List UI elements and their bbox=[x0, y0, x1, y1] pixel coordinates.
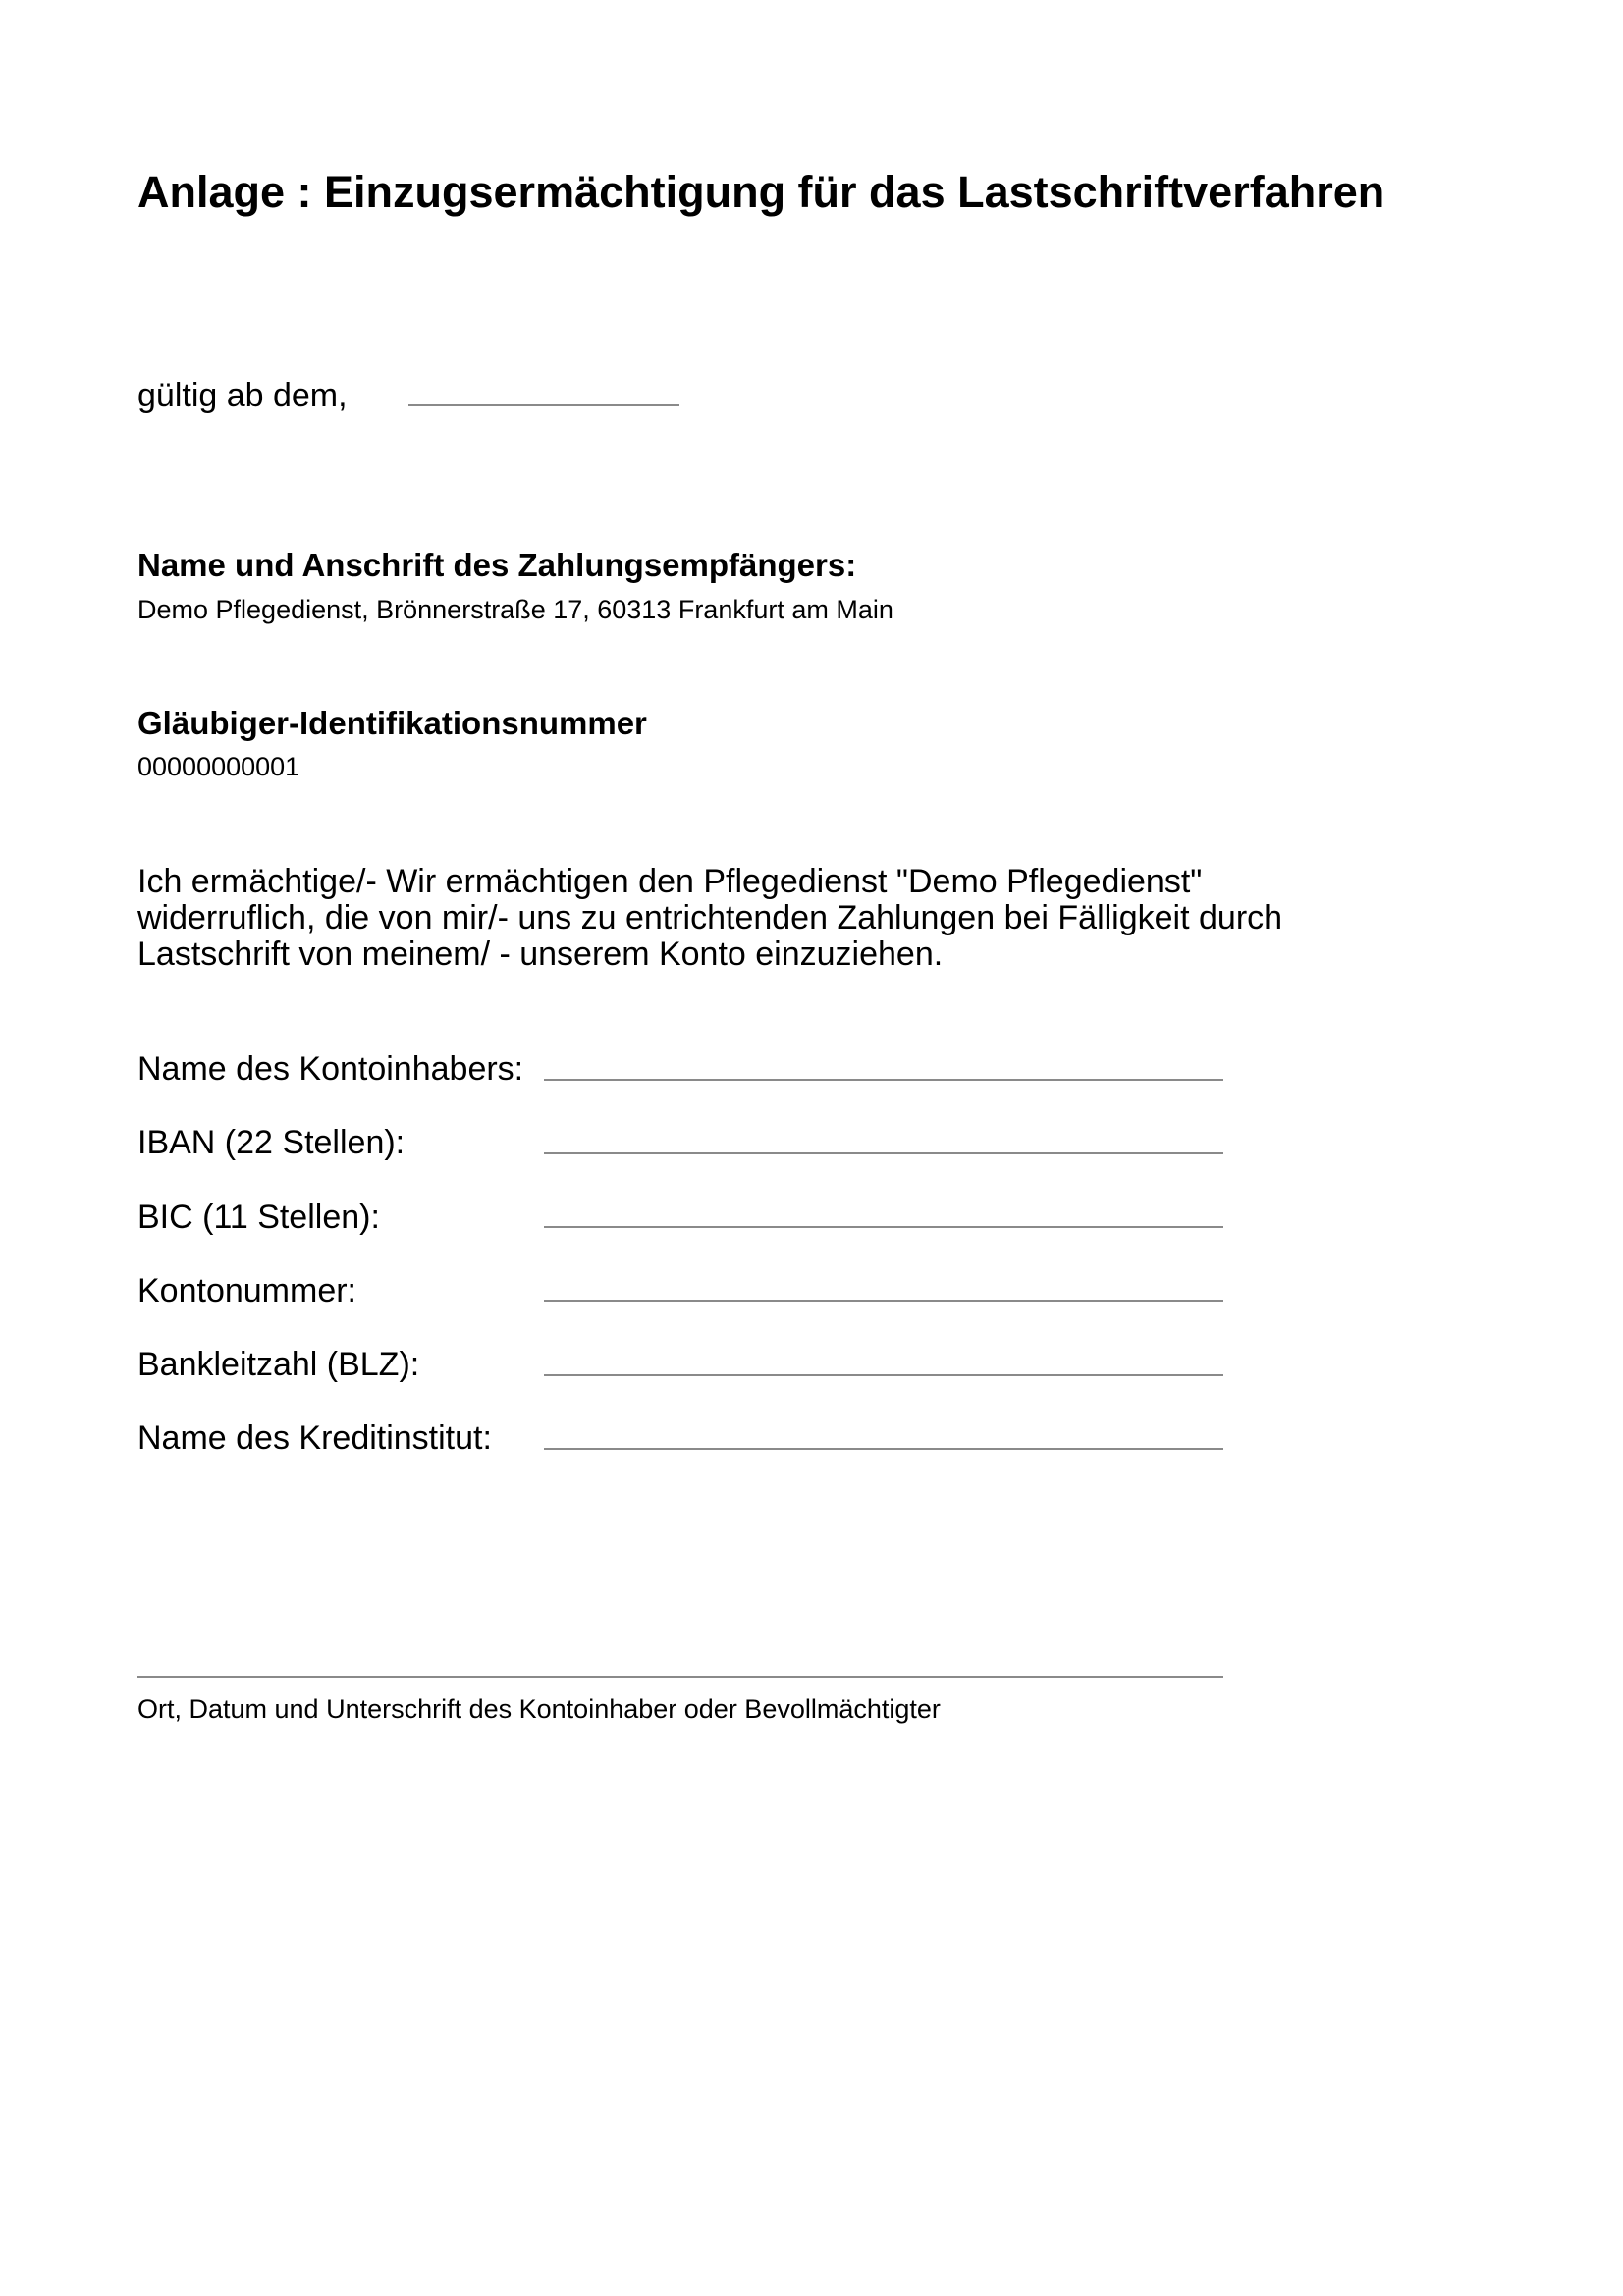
signature-label: Ort, Datum und Unterschrift des Kontoinhaber oder Bevollmächtigter bbox=[137, 1694, 941, 1724]
creditor-id-heading: Gläubiger-Identifikationsnummer bbox=[137, 705, 647, 741]
page-title: Anlage : Einzugsermächtigung für das Lastschriftverfahren bbox=[137, 167, 1385, 217]
payee-address: Demo Pflegedienst, Brönnerstraße 17, 60313 Frankfurt am Main bbox=[137, 595, 893, 624]
account-number-label: Kontonummer: bbox=[137, 1272, 356, 1309]
valid-from-date-line[interactable] bbox=[408, 404, 679, 406]
bank-name-line[interactable] bbox=[544, 1448, 1223, 1450]
signature-line[interactable] bbox=[137, 1676, 1223, 1678]
account-number-line[interactable] bbox=[544, 1300, 1223, 1302]
authorization-text bbox=[137, 864, 1355, 973]
payee-heading: Name und Anschrift des Zahlungsempfängers: bbox=[137, 547, 857, 583]
bank-name-label: Name des Kreditinstitut: bbox=[137, 1419, 492, 1457]
iban-label: IBAN (22 Stellen): bbox=[137, 1124, 406, 1161]
authorization-line: widerruflich, die von mir/- uns zu entrichtenden Zahlungen bei Fälligkeit durch bbox=[137, 899, 1283, 936]
bic-line[interactable] bbox=[544, 1226, 1223, 1228]
iban-line[interactable] bbox=[544, 1152, 1223, 1154]
creditor-id-value: 00000000001 bbox=[137, 752, 300, 781]
authorization-line: Lastschrift von meinem/ - unserem Konto einzuziehen. bbox=[137, 935, 944, 973]
bic-label: BIC (11 Stellen): bbox=[137, 1199, 380, 1236]
valid-from-label: gültig ab dem, bbox=[137, 377, 348, 414]
account-holder-label: Name des Kontoinhabers: bbox=[137, 1050, 524, 1088]
account-holder-line[interactable] bbox=[544, 1079, 1223, 1081]
authorization-line: Ich ermächtige/- Wir ermächtigen den Pflegedienst "Demo Pflegedienst" bbox=[137, 863, 1203, 900]
bank-code-line[interactable] bbox=[544, 1374, 1223, 1376]
bank-code-label: Bankleitzahl (BLZ): bbox=[137, 1346, 420, 1383]
